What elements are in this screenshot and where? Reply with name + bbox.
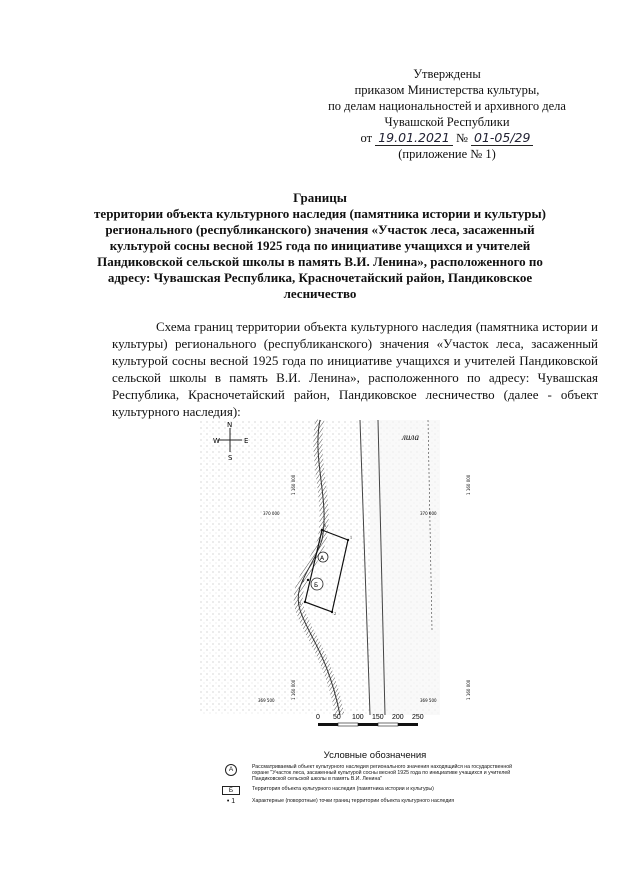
compass-w: W <box>213 437 220 445</box>
legend-text-object: Рассматриваемый объект культурного наследия регионального значения находящийся на государственной охране "Участок леса, засаженный культурой сосны весной 1925 года по инициативе учащихся и учителей Пандиковской сельской школы в память В.И. Ленина" <box>252 764 512 783</box>
scale-250: 250 <box>412 714 424 721</box>
grid-label-tl-h: 370 000 <box>263 511 280 516</box>
grid-label-br-h: 369 500 <box>420 698 437 703</box>
handwritten-number: 01-05/29 <box>471 130 533 146</box>
map-legend <box>210 750 520 805</box>
document-title <box>80 190 560 302</box>
point-label: 4 <box>302 578 304 583</box>
approval-line-3: по делам национальностей и архивного дела <box>328 99 566 113</box>
marker-b: Б <box>314 582 319 589</box>
grid-label-tl-v: 1 160 000 <box>291 474 296 495</box>
scale-150: 150 <box>372 714 384 721</box>
compass-n: N <box>227 421 233 429</box>
approval-block <box>312 66 582 162</box>
scale-200: 200 <box>392 714 404 721</box>
appendix-label: (приложение № 1) <box>398 147 496 161</box>
grid-label-bl-v: 1 160 000 <box>291 679 296 700</box>
legend-row-object <box>210 764 520 783</box>
title-body: территории объекта культурного наследия (памятника истории и культуры) регионального (республиканского) значения «Участок леса, засаженный культурой сосны весной 1925 года по инициативе учащихся и учителей Пандиковской сельской школы в память В.И. Ленина», расположенного по адресу: Чувашская Республика, Красночетайский район, Пандиковское лесничество <box>94 206 546 301</box>
point-label: 3 <box>299 601 301 606</box>
scale-100: 100 <box>352 714 364 721</box>
boundary-map <box>200 420 471 740</box>
scale-50: 50 <box>333 714 341 721</box>
handwritten-date: 19.01.2021 <box>375 130 453 146</box>
title-heading: Границы <box>293 190 347 205</box>
legend-text-territory: Территория объекта культурного наследия (памятника истории и культуры) <box>252 785 434 792</box>
legend-symbol-a: А <box>225 764 237 776</box>
grid-label-tr-h: 370 000 <box>420 511 437 516</box>
compass-e: E <box>244 437 249 445</box>
point-label: 1 <box>350 535 352 540</box>
scale-0: 0 <box>316 714 320 721</box>
grid-label-tr-v: 1 160 000 <box>466 474 471 495</box>
approval-line-1: Утверждены <box>413 67 481 81</box>
compass-s: S <box>228 454 233 462</box>
scale-bar <box>316 714 424 726</box>
place-label: лила <box>402 432 419 442</box>
legend-row-points <box>210 798 520 805</box>
point-label: 2 <box>334 611 336 616</box>
legend-symbol-point: • 1 <box>226 797 236 805</box>
grid-label-bl-h: 369 500 <box>258 698 275 703</box>
approval-line-4: Чувашской Республики <box>384 115 510 129</box>
intro-paragraph: Схема границ территории объекта культурного наследия (памятника истории и культуры) регионального (республиканского) значения «Участок леса, засаженный культурой сосны весной 1925 года по инициативе учащихся и учителей Пандиковской сельской школы в память В.И. Ленина», расположенного по адресу: Чувашская Республика, Красночетайский район, Пандиковское лесничество (далее - объект культурного наследия): <box>112 319 598 419</box>
legend-text-points: Характерные (поворотные) точки границ территории объекта культурного наследия <box>252 797 455 804</box>
marker-a: А <box>320 555 325 562</box>
legend-symbol-b: Б <box>222 786 240 795</box>
legend-row-territory <box>210 786 520 795</box>
from-label: от <box>360 131 373 145</box>
grid-label-br-v: 1 160 000 <box>466 679 471 700</box>
number-label: № <box>455 131 468 145</box>
approval-date-row <box>312 130 582 146</box>
point-label: 6 <box>324 523 326 528</box>
legend-heading: Условные обозначения <box>323 750 427 761</box>
map-right-area <box>370 420 440 715</box>
approval-line-2: приказом Министерства культуры, <box>354 83 540 97</box>
